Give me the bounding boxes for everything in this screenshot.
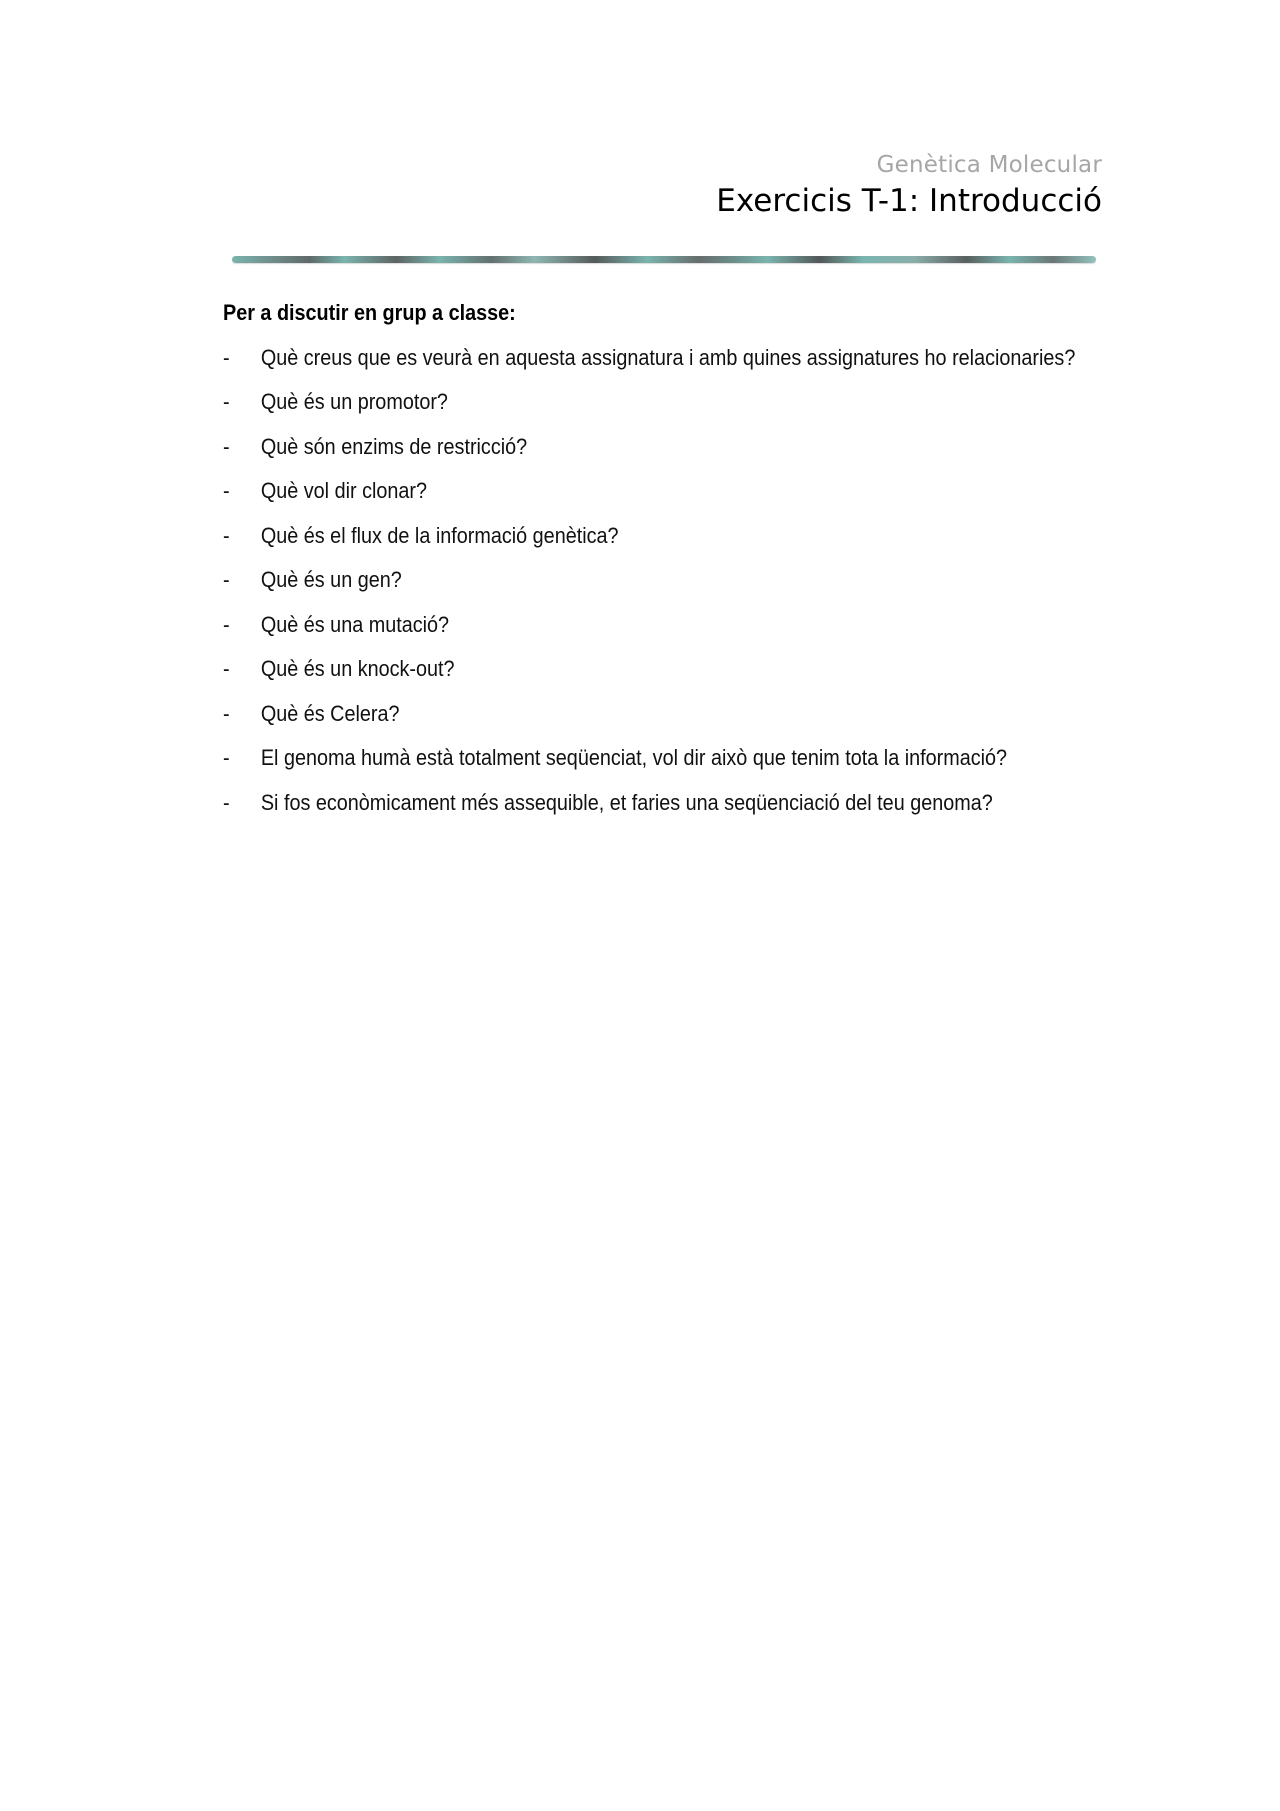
list-item [223, 469, 1103, 514]
list-item [223, 647, 1103, 692]
list-item [223, 781, 1103, 826]
list-item [223, 514, 1103, 559]
bullet-dash: - [223, 567, 230, 592]
bullet-dash: - [223, 611, 230, 637]
bullet-dash: - [223, 522, 230, 548]
main-content [223, 291, 1076, 825]
list-item [223, 380, 1103, 425]
question-text: Què creus que es veurà en aquesta assignatura i amb quines assignatures ho relacionaries? [260, 344, 1076, 370]
question-text: Què és un gen? [260, 567, 402, 592]
question-text: Què és Celera? [260, 700, 400, 726]
list-item [223, 425, 1103, 470]
question-text: Què és una mutació? [260, 611, 450, 637]
page-header [716, 150, 1102, 220]
list-item [223, 603, 1103, 648]
bullet-dash: - [223, 389, 230, 414]
bullet-dash: - [223, 789, 230, 815]
list-item [223, 692, 1103, 737]
question-text: Què vol dir clonar? [260, 478, 428, 503]
question-text: Què és un promotor? [260, 389, 448, 414]
list-item [223, 736, 1103, 781]
bullet-dash: - [223, 433, 230, 459]
question-text: Si fos econòmicament més assequible, et faries una seqüenciació del teu genoma? [260, 789, 993, 815]
bullet-dash: - [223, 478, 230, 503]
header-divider [232, 256, 1096, 263]
question-list [223, 336, 1103, 826]
section-heading: Per a discutir en grup a classe: [223, 300, 516, 325]
course-subject: Genètica Molecular [876, 152, 1102, 178]
question-text: Què és un knock-out? [260, 656, 455, 681]
question-text: Què és el flux de la informació genètica? [260, 522, 619, 548]
bullet-dash: - [223, 656, 230, 681]
question-text: El genoma humà està totalment seqüenciat, vol dir això que tenim tota la informació? [260, 745, 1008, 770]
page-title: Exercicis T-1: Introducció [716, 183, 1102, 219]
bullet-dash: - [223, 344, 230, 370]
list-item [223, 558, 1103, 603]
list-item [223, 336, 1103, 381]
bullet-dash: - [223, 745, 230, 770]
question-text: Què són enzims de restricció? [260, 433, 528, 459]
bullet-dash: - [223, 700, 230, 726]
